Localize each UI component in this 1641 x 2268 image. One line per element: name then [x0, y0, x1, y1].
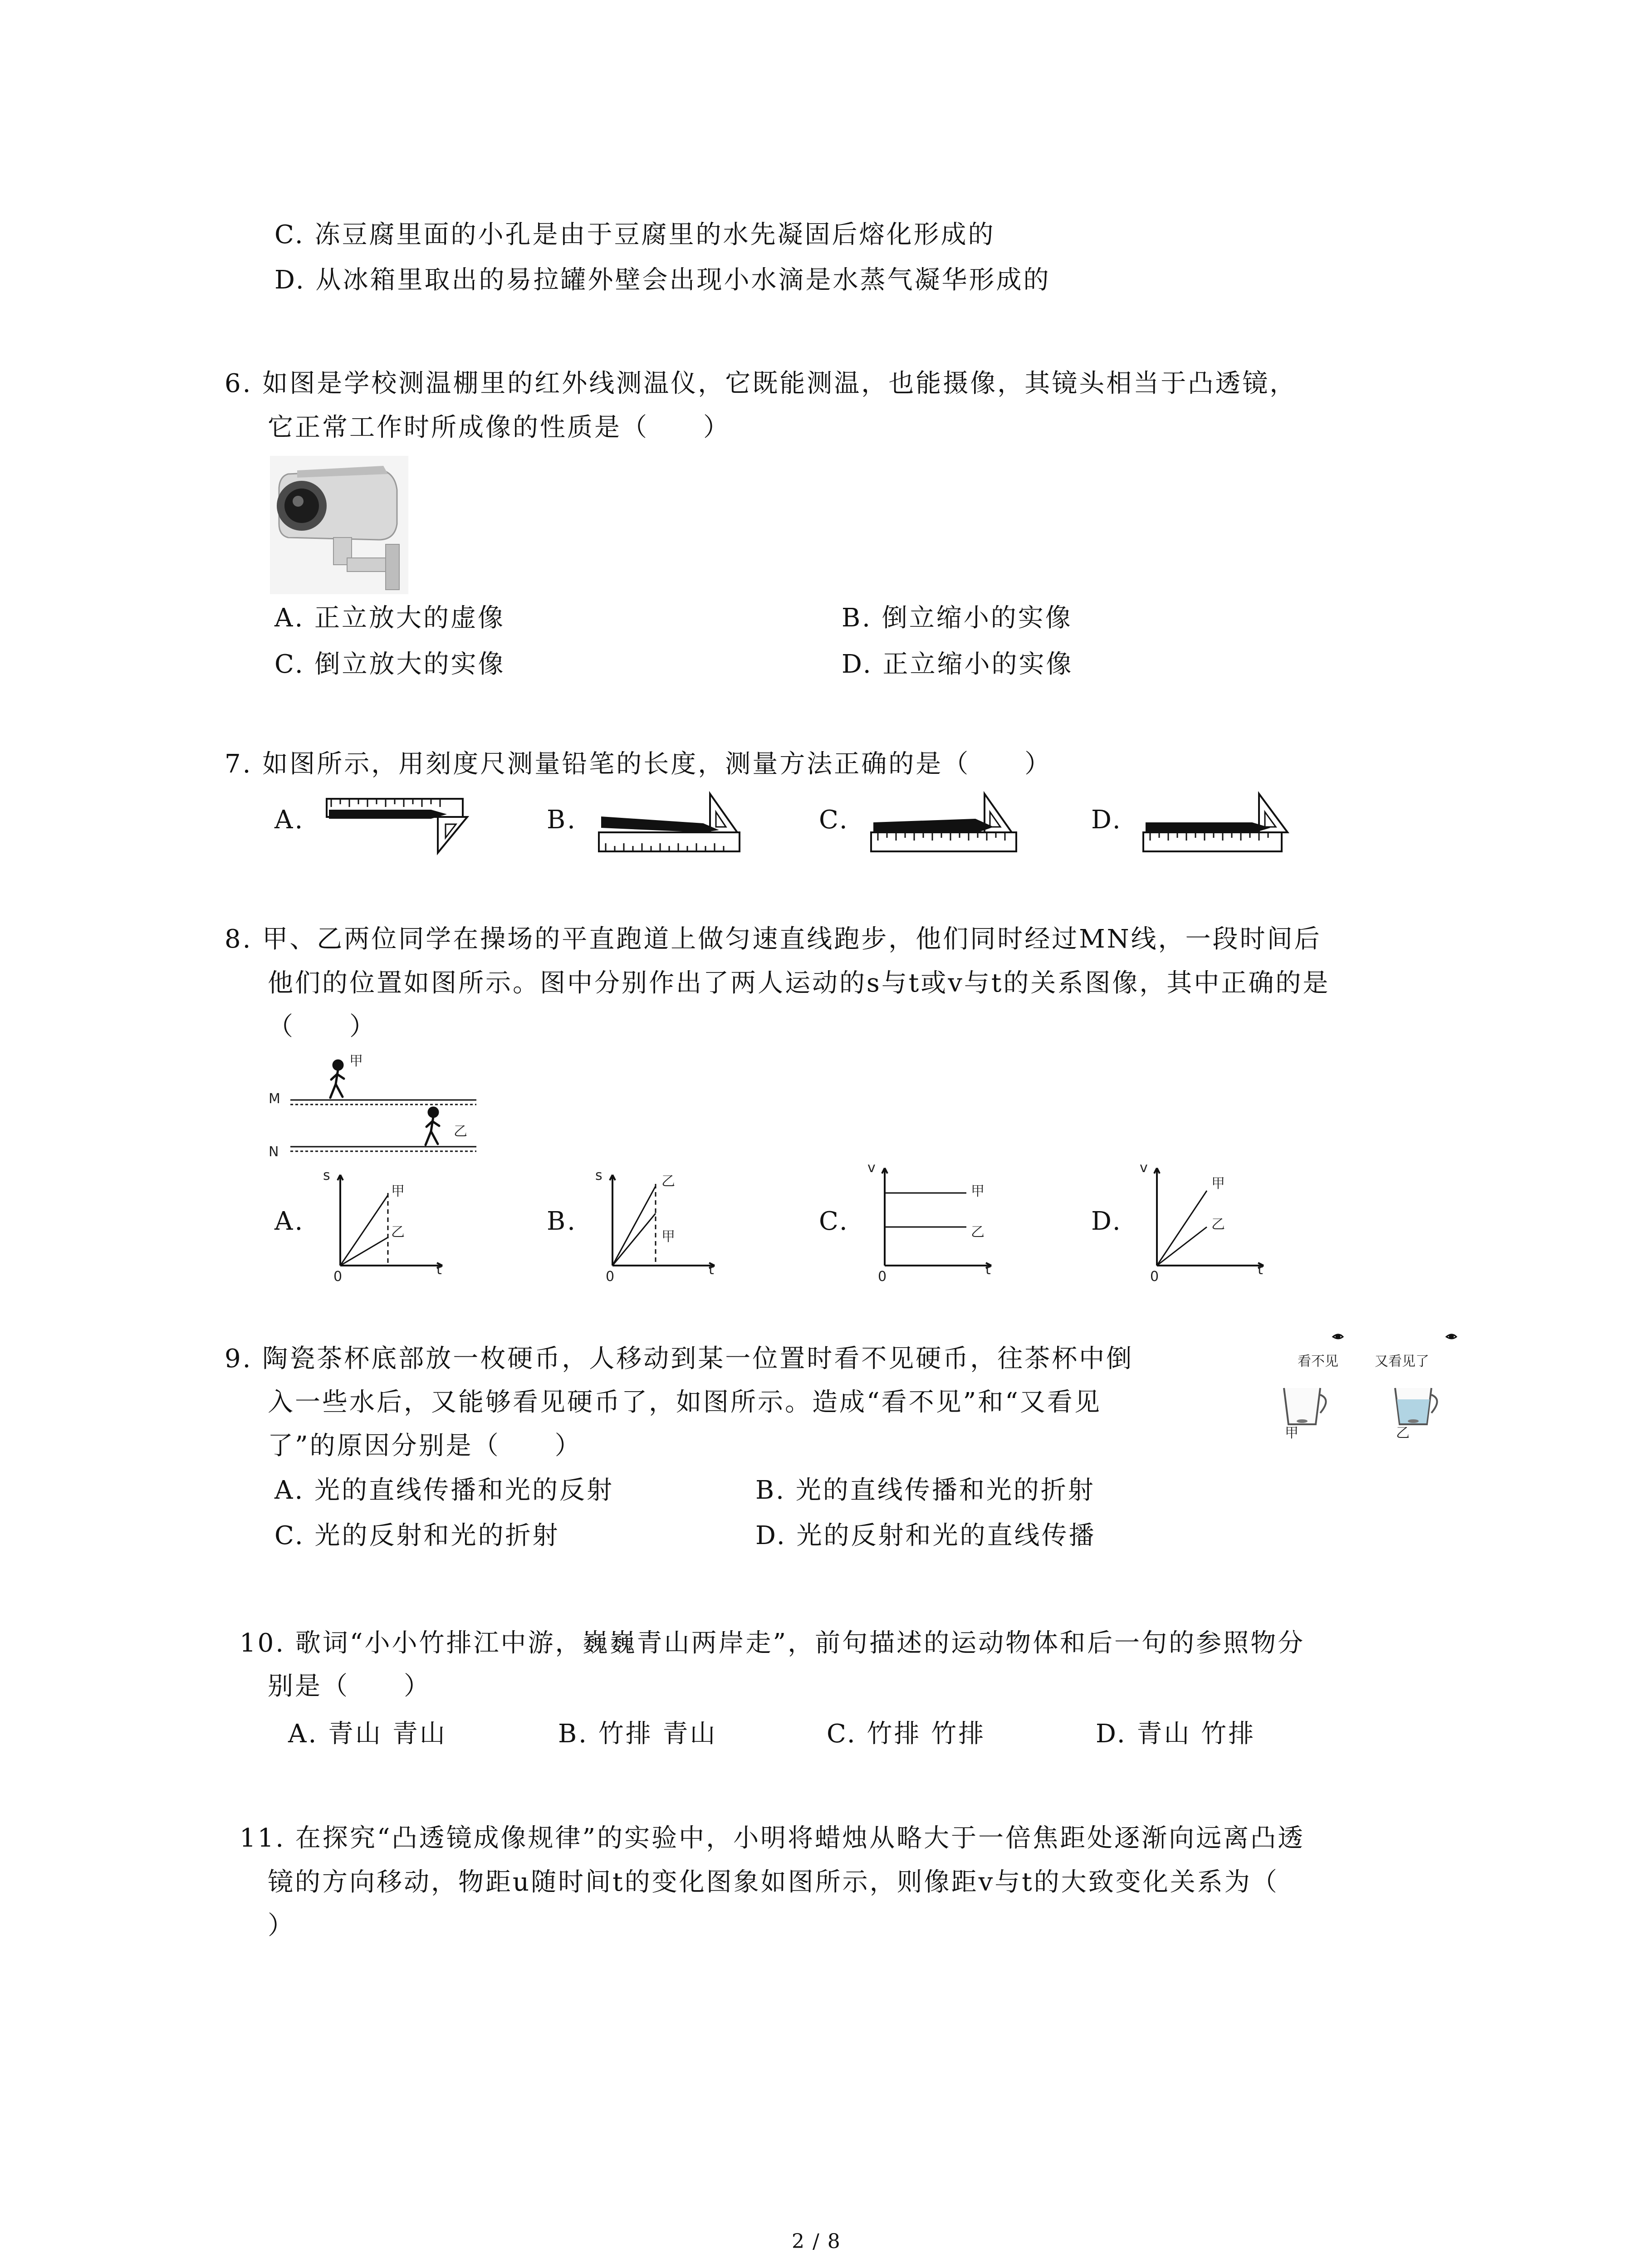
- q7-label-c: C.: [819, 805, 849, 835]
- graph-a-y: s: [323, 1168, 330, 1183]
- q6-option-d: D. 正立缩小的实像: [842, 650, 1073, 679]
- q9-option-c: C. 光的反射和光的折射: [274, 1521, 560, 1550]
- graph-b-x: t: [709, 1262, 714, 1278]
- q8-label-b: B.: [547, 1207, 577, 1236]
- graph-d-y: v: [1140, 1160, 1148, 1176]
- page-number: 2 / 8: [792, 2230, 841, 2253]
- teacup-right-label: 乙: [1396, 1425, 1410, 1441]
- graph-b-y: s: [595, 1168, 603, 1183]
- q7-label-b: B.: [547, 805, 577, 835]
- graph-d: [1148, 1163, 1270, 1279]
- teacup-figure: [1275, 1331, 1465, 1436]
- q5-option-c: C. 冻豆腐里面的小孔是由于豆腐里的水先凝固后熔化形成的: [274, 220, 995, 249]
- camera-figure: [270, 456, 408, 594]
- teacup-left-label: 甲: [1285, 1425, 1298, 1441]
- graph-d-top-label: 甲: [1211, 1176, 1225, 1192]
- q11-stem-line1: 11. 在探究“凸透镜成像规律”的实验中，小明将蜡烛从略大于一倍焦距处逐渐向远离凸透: [240, 1823, 1305, 1853]
- graph-c: [876, 1163, 998, 1279]
- q10-stem-line1: 10. 歌词“小小竹排江中游，巍巍青山两岸走”，前句描述的运动物体和后一句的参照物分: [240, 1628, 1305, 1658]
- q5-option-d: D. 从冰箱里取出的易拉罐外壁会出现小水滴是水蒸气凝华形成的: [274, 265, 1051, 295]
- ruler-figure-a: [327, 796, 472, 855]
- q10-option-c: C. 竹排 竹排: [827, 1719, 986, 1749]
- graph-a-origin: 0: [333, 1269, 343, 1285]
- graph-a: [331, 1170, 449, 1279]
- track-jia-label: 甲: [349, 1053, 363, 1069]
- teacup-right-caption: 又看见了: [1375, 1354, 1429, 1369]
- track-m-label: M: [269, 1091, 280, 1107]
- q9-stem-line1: 9. 陶瓷茶杯底部放一枚硬币，人移动到某一位置时看不见硬币，往茶杯中倒: [225, 1344, 1134, 1374]
- q7-stem: 7. 如图所示，用刻度尺测量铅笔的长度，测量方法正确的是（ ）: [225, 749, 1052, 779]
- q6-option-b: B. 倒立缩小的实像: [842, 603, 1073, 633]
- q9-stem-line3: 了”的原因分别是（ ）: [268, 1431, 582, 1461]
- graph-c-bottom-label: 乙: [971, 1224, 985, 1240]
- q6-option-c: C. 倒立放大的实像: [274, 650, 505, 679]
- q10-stem-line2: 别是（ ）: [268, 1672, 431, 1701]
- q7-label-d: D.: [1091, 805, 1122, 835]
- q7-label-a: A.: [274, 805, 305, 835]
- q10-option-a: A. 青山 青山: [288, 1719, 447, 1749]
- graph-d-origin: 0: [1150, 1269, 1159, 1285]
- graph-c-x: t: [985, 1262, 991, 1278]
- q9-option-d: D. 光的反射和光的直线传播: [755, 1521, 1096, 1550]
- q9-stem-line2: 入一些水后，又能够看见硬币了，如图所示。造成“看不见”和“又看见: [268, 1388, 1102, 1417]
- graph-c-y: v: [867, 1160, 876, 1176]
- graph-b-bottom-label: 甲: [661, 1229, 675, 1245]
- q9-option-b: B. 光的直线传播和光的折射: [755, 1476, 1095, 1505]
- graph-b-origin: 0: [606, 1269, 615, 1285]
- graph-d-bottom-label: 乙: [1211, 1217, 1225, 1232]
- ruler-figure-c: [871, 792, 1021, 855]
- graph-d-x: t: [1258, 1262, 1263, 1278]
- q6-stem-line1: 6. 如图是学校测温棚里的红外线测温仪，它既能测温，也能摄像，其镜头相当于凸透镜，: [225, 369, 1297, 398]
- graph-a-x: t: [436, 1262, 442, 1278]
- q6-option-a: A. 正立放大的虚像: [274, 603, 505, 633]
- graph-a-top-label: 甲: [391, 1183, 405, 1199]
- q8-stem-line1: 8. 甲、乙两位同学在操场的平直跑道上做匀速直线跑步，他们同时经过MN线，一段时间后: [225, 924, 1322, 954]
- track-n-label: N: [269, 1144, 279, 1160]
- graph-a-bottom-label: 乙: [391, 1224, 405, 1240]
- q8-label-a: A.: [274, 1207, 305, 1236]
- q8-stem-line2: 他们的位置如图所示。图中分别作出了两人运动的s与t或v与t的关系图像，其中正确的是: [268, 968, 1330, 998]
- ruler-figure-b: [599, 792, 744, 855]
- q11-stem-line2: 镜的方向移动，物距u随时间t的变化图象如图所示，则像距v与t的大致变化关系为（: [268, 1867, 1279, 1897]
- q8-stem-line3: （ ）: [268, 1012, 377, 1041]
- q8-label-c: C.: [819, 1207, 849, 1236]
- q11-stem-line3: ）: [268, 1911, 295, 1941]
- q6-stem-line2: 它正常工作时所成像的性质是（ ）: [268, 413, 730, 442]
- q10-option-d: D. 青山 竹排: [1096, 1719, 1256, 1749]
- q10-option-b: B. 竹排 青山: [558, 1719, 717, 1749]
- teacup-left-caption: 看不见: [1298, 1354, 1338, 1369]
- q9-option-a: A. 光的直线传播和光的反射: [274, 1476, 614, 1505]
- graph-c-origin: 0: [878, 1269, 887, 1285]
- ruler-figure-d: [1143, 792, 1293, 855]
- track-yi-label: 乙: [454, 1124, 467, 1139]
- graph-b-top-label: 乙: [661, 1173, 675, 1189]
- q8-label-d: D.: [1091, 1207, 1122, 1236]
- track-figure: [268, 1048, 476, 1161]
- graph-c-top-label: 甲: [971, 1183, 985, 1199]
